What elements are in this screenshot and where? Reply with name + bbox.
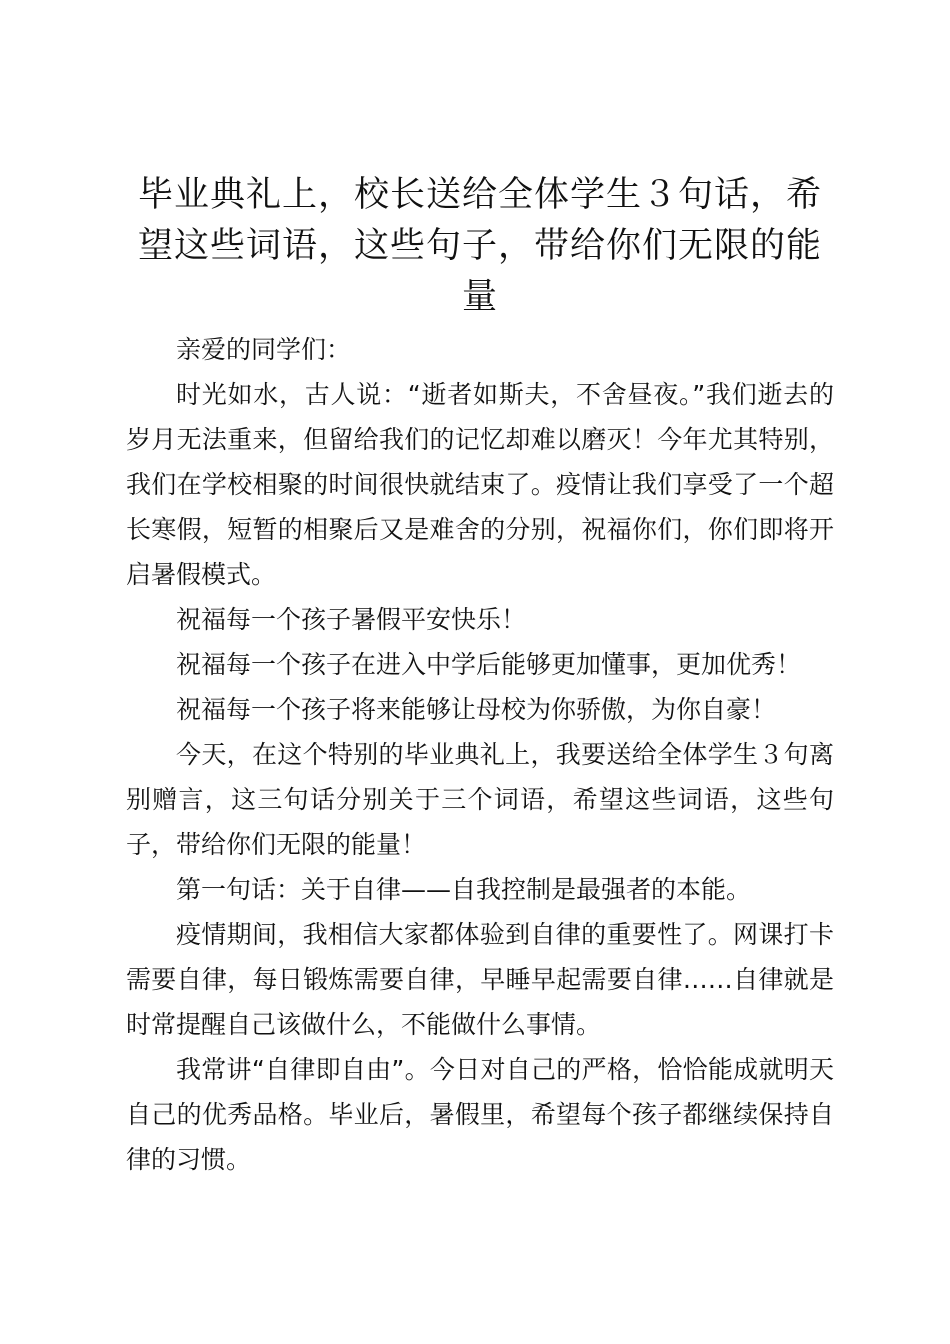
body-paragraph: 我常讲“自律即自由”。今日对自己的严格，恰恰能成就明天自己的优秀品格。毕业后，暑假里，希望每个孩子都继续保持自律的习惯。 — [126, 1055, 834, 1174]
wish-paragraph: 祝福每一个孩子将来能够让母校为你骄傲，为你自豪！ — [176, 695, 777, 724]
body-paragraph: 疫情期间，我相信大家都体验到自律的重要性了。网课打卡需要自律，每日锻炼需要自律，早睡早起需要自律……自律就是时常提醒自己该做什么，不能做什么事情。 — [126, 920, 834, 1039]
wish-paragraph: 祝福每一个孩子在进入中学后能够更加懂事，更加优秀！ — [176, 650, 802, 679]
document-title: 毕业典礼上，校长送给全体学生３句话，希望这些词语，这些句子，带给你们无限的能量 — [137, 175, 822, 317]
greeting-paragraph: 亲爱的同学们： — [176, 335, 352, 364]
body-paragraph: 时光如水，古人说：“逝者如斯夫，不舍昼夜。”我们逝去的岁月无法重来，但留给我们的记忆却难以磨灭！今年尤其特别，我们在学校相聚的时间很快就结束了。疫情让我们享受了一个超长寒假，短暂的相聚后又是难舍的分别，祝福你们，你们即将开启暑假模式。 — [126, 380, 834, 589]
document-content — [126, 170, 834, 1182]
wish-paragraph: 祝福每一个孩子暑假平安快乐！ — [176, 605, 527, 634]
section-heading-paragraph: 第一句话：关于自律——自我控制是最强者的本能。 — [176, 875, 752, 904]
document-body — [126, 327, 834, 1182]
body-paragraph: 今天，在这个特别的毕业典礼上，我要送给全体学生３句离别赠言，这三句话分别关于三个词语，希望这些词语，这些句子，带给你们无限的能量！ — [126, 740, 834, 859]
